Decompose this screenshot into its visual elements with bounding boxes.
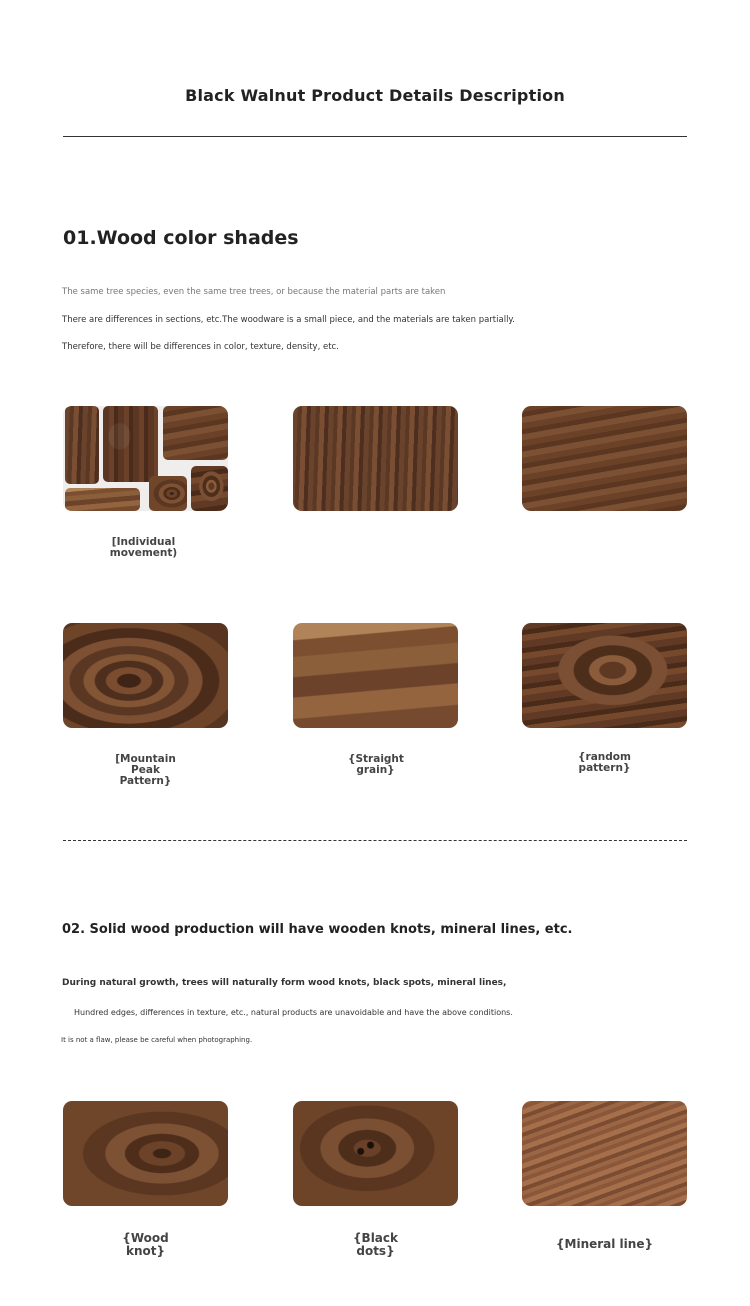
image-caption [61, 537, 226, 559]
section1-paragraph: The same tree species, even the same tree trees, or because the material parts are taken [62, 287, 446, 297]
image-caption [293, 754, 458, 776]
wood-black-dots-image [293, 1101, 458, 1206]
wood-grain-image [522, 623, 687, 728]
section1-paragraph: Therefore, there will be differences in color, texture, density, etc. [62, 342, 339, 352]
wood-collage-image [63, 406, 228, 511]
image-caption [63, 754, 228, 787]
section1-paragraph: There are differences in sections, etc.The woodware is a small piece, and the materials are taken partially. [62, 315, 515, 325]
section1-heading: 01.Wood color shades [63, 227, 299, 249]
section2-paragraph: It is not a flaw, please be careful when photographing. [61, 1036, 253, 1044]
page-title: Black Walnut Product Details Description [185, 86, 565, 105]
wood-grain-image [293, 406, 458, 511]
wood-grain-image [293, 623, 458, 728]
section2-heading: 02. Solid wood production will have wooden knots, mineral lines, etc. [62, 922, 573, 937]
wood-grain-image [522, 406, 687, 511]
image-caption [522, 752, 687, 774]
title-divider [63, 136, 687, 137]
section-divider [63, 840, 687, 841]
image-caption-text: {Mineral line} [555, 1237, 654, 1251]
image-caption-text: [Mountain Peak Pattern} [115, 753, 176, 787]
image-caption-text: [Individual movement) [109, 536, 178, 559]
section2-paragraph: During natural growth, trees will naturally form wood knots, black spots, mineral lines, [62, 978, 507, 988]
image-caption-text: {Black dots} [353, 1231, 398, 1258]
section2-paragraph: Hundred edges, differences in texture, etc., natural products are unavoidable and have the above conditions. [74, 1008, 513, 1017]
image-caption [293, 1232, 458, 1258]
wood-grain-image [63, 623, 228, 728]
wood-mineral-line-image [522, 1101, 687, 1206]
wood-knot-image [63, 1101, 228, 1206]
image-caption [522, 1238, 687, 1251]
image-caption-text: {Straight grain} [348, 753, 404, 776]
image-caption-text: {Wood knot} [122, 1231, 169, 1258]
image-caption-text: {random pattern} [578, 751, 631, 774]
image-caption [63, 1232, 228, 1258]
